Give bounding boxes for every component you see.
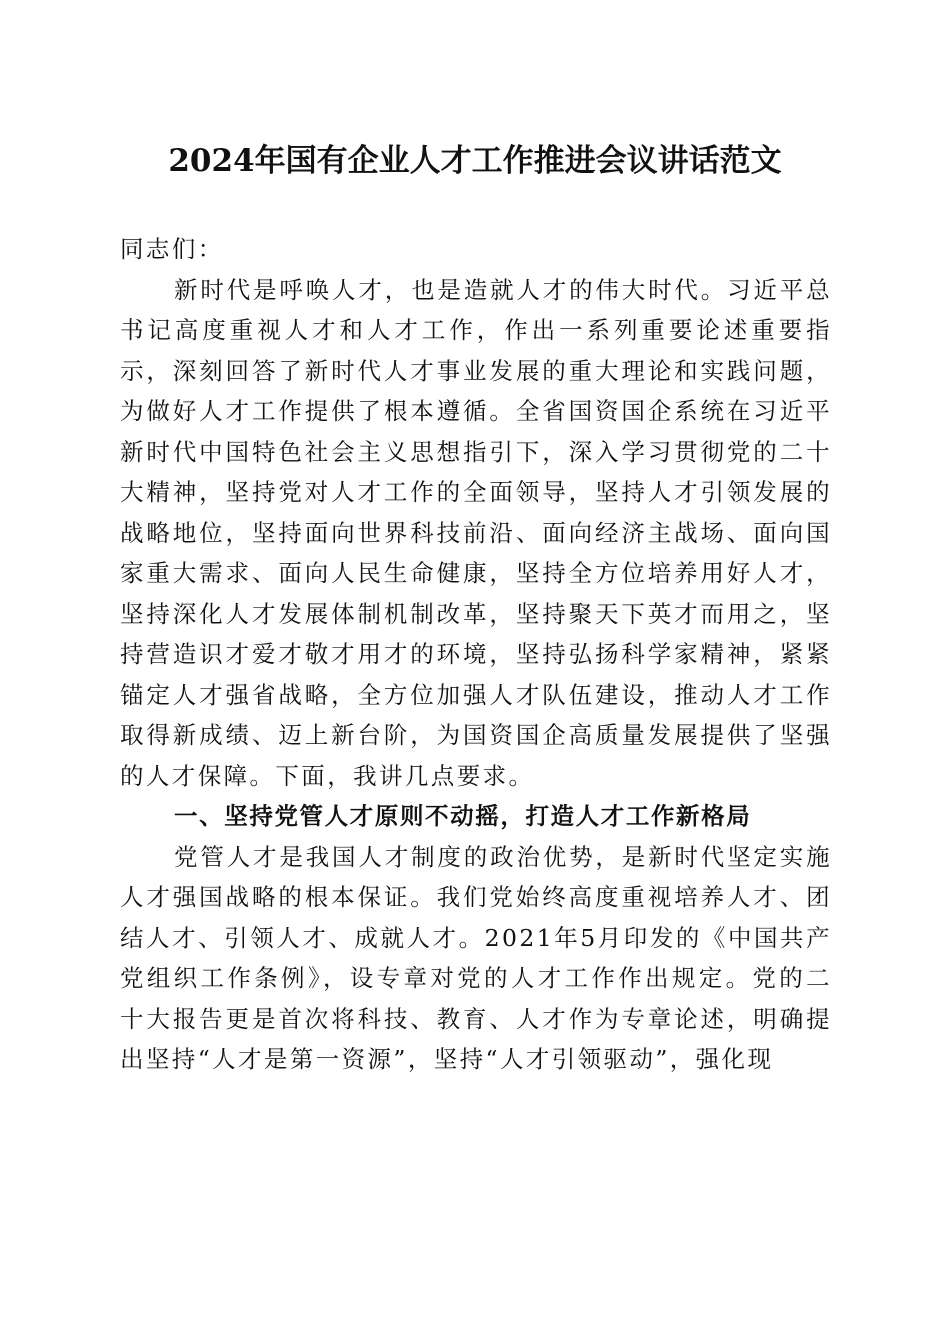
salutation: 同志们：	[120, 235, 224, 263]
paragraph-intro: 新时代是呼唤人才，也是造就人才的伟大时代。习近平总书记高度重视人才和人才工作，作出一系列重要论述重要指示，深刻回答了新时代人才事业发展的重大理论和实践问题，为做好人才工作提供了根本遵循。全省国资国企系统在习近平新时代中国特色社会主义思想指引下，深入学习贯彻党的二十大精神，坚持党对人才工作的全面领导，坚持人才引领发展的战略地位，坚持面向世界科技前沿、面向经济主战场、面向国家重大需求、面向人民生命健康，坚持全方位培养用好人才，坚持深化人才发展体制机制改革，坚持聚天下英才而用之，坚持营造识才爱才敬才用才的环境，坚持弘扬科学家精神，紧紧锚定人才强省战略，全方位加强人才队伍建设，推动人才工作取得新成绩、迈上新台阶，为国资国企高质量发展提供了坚强的人才保障。下面，我讲几点要求。	[120, 275, 832, 790]
paragraph-section-1: 党管人才是我国人才制度的政治优势，是新时代坚定实施人才强国战略的根本保证。我们党始终高度重视培养人才、团结人才、引领人才、成就人才。2021年5月印发的《中国共产党组织工作条例》，设专章对党的人才工作作出规定。党的二十大报告更是首次将科技、教育、人才作为专章论述，明确提出坚持“人才是第一资源”，坚持“人才引领驱动”，强化现	[120, 842, 832, 1073]
section-heading-1: 一、坚持党管人才原则不动摇，打造人才工作新格局	[174, 802, 752, 830]
document-body	[120, 229, 832, 1080]
document-title: 2024年国有企业人才工作推进会议讲话范文	[168, 143, 782, 179]
